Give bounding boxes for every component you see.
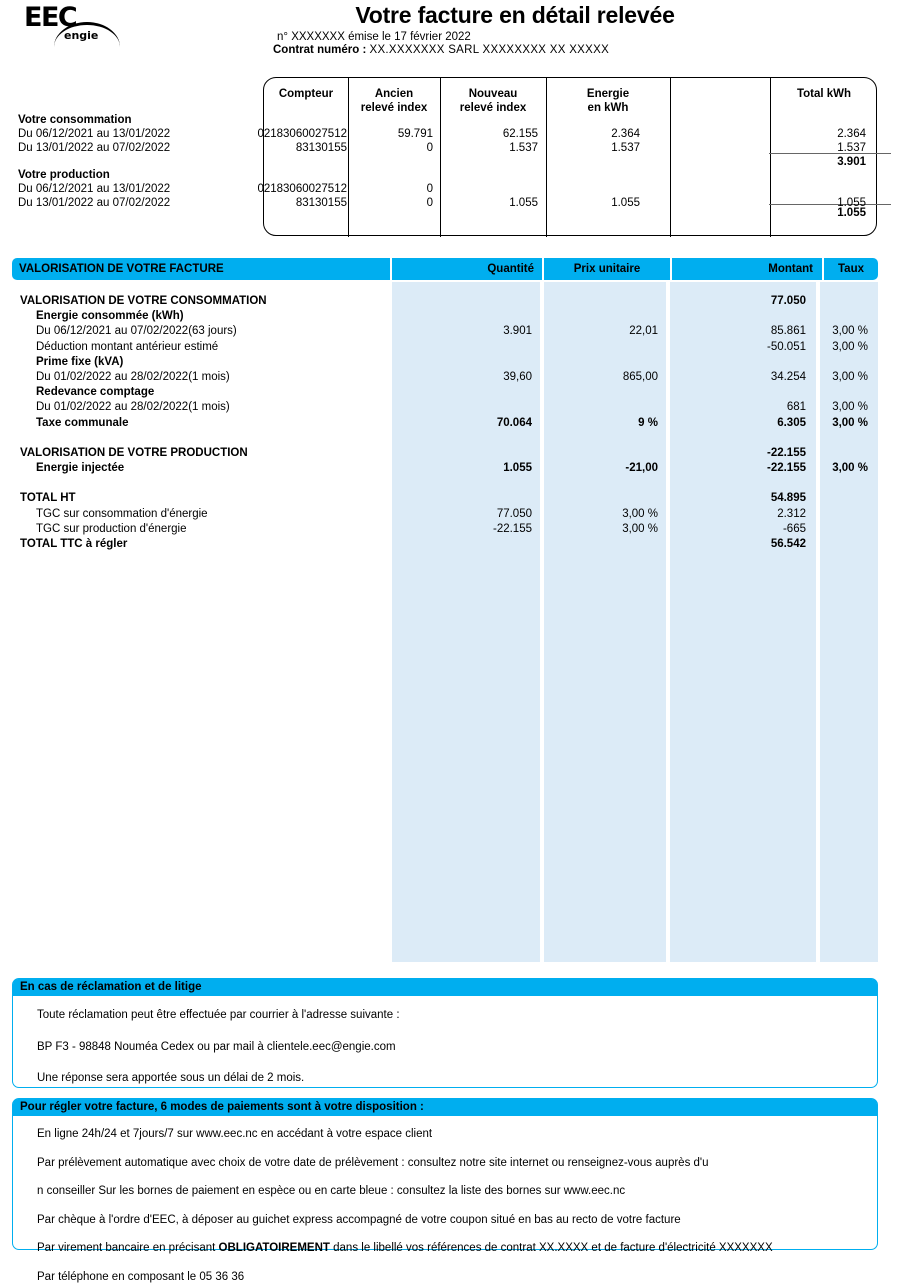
valorisation-row-quantite: 39,60 <box>392 370 532 385</box>
payment-line-cheque: Par chèque à l'ordre d'EEC, à déposer au guichet express accompagné de votre coupon situé en bas au recto de votre facture <box>13 1215 877 1227</box>
valorisation-row-label: Du 01/02/2022 au 28/02/2022(1 mois) <box>36 370 230 385</box>
valorisation-row <box>0 507 900 522</box>
payment-line-phone: Par téléphone en composant le 05 36 36 <box>13 1272 877 1283</box>
valorisation-row-montant: 34.254 <box>670 370 806 385</box>
invoice-number-line: n° XXXXXXX émise le 17 février 2022 <box>265 31 765 43</box>
meter-col-energie-line2: en kWh <box>588 102 629 114</box>
consumption-period-2: Du 13/01/2022 au 07/02/2022 <box>18 141 170 155</box>
meter-col-total-kwh: Total kWh <box>770 87 878 101</box>
valorisation-row-prix-unitaire: 9 % <box>544 416 658 431</box>
valorisation-row-taux: 3,00 % <box>820 324 868 339</box>
claims-line-1: Toute réclamation peut être effectuée par courrier à l'adresse suivante : <box>13 1010 877 1022</box>
meter-col-nouveau-index <box>440 87 546 115</box>
valorisation-row-label: Energie injectée <box>36 461 124 476</box>
valorisation-row-quantite: 1.055 <box>392 461 532 476</box>
consumption-period-1: Du 06/12/2021 au 13/01/2022 <box>18 127 170 141</box>
production-compteur-1: 02183060027512 <box>255 182 347 196</box>
valorisation-row-prix-unitaire: 3,00 % <box>544 507 658 522</box>
valorisation-table-header <box>12 258 878 280</box>
claims-line-3: Une réponse sera apportée sous un délai de 2 mois. <box>13 1073 877 1085</box>
valorisation-header-montant: Montant <box>672 258 822 280</box>
valorisation-row-taux: 3,00 % <box>820 461 868 476</box>
transfer-part-2: dans le libellé vos références de contrat <box>333 1242 536 1254</box>
valorisation-row <box>0 431 900 446</box>
production-period-1: Du 06/12/2021 au 13/01/2022 <box>18 182 170 196</box>
valorisation-row-list <box>0 294 900 552</box>
production-subtotal-value: 1.055 <box>770 206 866 220</box>
valorisation-row-montant: -22.155 <box>670 446 806 461</box>
production-energie-2: 1.055 <box>548 196 640 210</box>
valorisation-row <box>0 309 900 324</box>
meter-col-energie <box>546 87 670 115</box>
meter-divider-4 <box>670 78 671 237</box>
valorisation-row-montant: 77.050 <box>670 294 806 309</box>
valorisation-row-montant: -665 <box>670 522 806 537</box>
valorisation-row-prix-unitaire: 22,01 <box>544 324 658 339</box>
contract-label: Contrat numéro : <box>273 44 366 56</box>
valorisation-row-taux: 3,00 % <box>820 416 868 431</box>
valorisation-row-taux: 3,00 % <box>820 370 868 385</box>
transfer-part-1: Par virement bancaire en précisant <box>37 1242 215 1254</box>
valorisation-row-label: Taxe communale <box>36 416 128 431</box>
transfer-contract-ref: XX.XXXX <box>539 1242 588 1254</box>
valorisation-row-taux: 3,00 % <box>820 340 868 355</box>
valorisation-row-montant: 681 <box>670 400 806 415</box>
valorisation-row-montant: 2.312 <box>670 507 806 522</box>
valorisation-row-montant: 54.895 <box>670 491 806 506</box>
valorisation-header-quantite: Quantité <box>392 258 542 280</box>
valorisation-row-quantite: 77.050 <box>392 507 532 522</box>
logo-engie-text: engie <box>64 30 98 41</box>
valorisation-row <box>0 294 900 309</box>
consumption-ancien-1: 59.791 <box>350 127 433 141</box>
meter-col-energie-line1: Energie <box>587 88 629 100</box>
contract-number-line <box>265 44 765 56</box>
logo-eec-text: EEC <box>24 4 76 31</box>
valorisation-row <box>0 324 900 339</box>
valorisation-header-taux: Taux <box>824 258 878 280</box>
valorisation-row-label: Du 06/12/2021 au 07/02/2022(63 jours) <box>36 324 237 339</box>
valorisation-row-quantite: 70.064 <box>392 416 532 431</box>
valorisation-row-label: Déduction montant antérieur estimé <box>36 340 218 355</box>
valorisation-row-label: Redevance comptage <box>36 385 154 400</box>
meter-col-compteur: Compteur <box>264 87 348 101</box>
valorisation-row-label: Energie consommée (kWh) <box>36 309 184 324</box>
claims-line-2: BP F3 - 98848 Nouméa Cedex ou par mail à clientele.eec@engie.com <box>13 1042 877 1054</box>
payment-line-direct-debit: Par prélèvement automatique avec choix de votre date de prélèvement : consultez notre site internet ou renseignez-vous auprès d'u <box>13 1158 877 1170</box>
claims-section-title: En cas de réclamation et de litige <box>13 979 877 996</box>
valorisation-row-label: Prime fixe (kVA) <box>36 355 123 370</box>
payment-methods-section <box>12 1098 878 1250</box>
valorisation-row-montant: 6.305 <box>670 416 806 431</box>
valorisation-row-label: TGC sur consommation d'énergie <box>36 507 208 522</box>
valorisation-row-prix-unitaire: 3,00 % <box>544 522 658 537</box>
production-period-2: Du 13/01/2022 au 07/02/2022 <box>18 196 170 210</box>
transfer-invoice-ref: XXXXXXX <box>719 1242 773 1254</box>
consumption-total-1: 2.364 <box>770 127 866 141</box>
valorisation-row <box>0 400 900 415</box>
consumption-subtotal-value: 3.901 <box>770 155 866 169</box>
valorisation-row <box>0 385 900 400</box>
valorisation-row-label: Du 01/02/2022 au 28/02/2022(1 mois) <box>36 400 230 415</box>
production-period-group <box>18 168 170 211</box>
valorisation-row-montant: 85.861 <box>670 324 806 339</box>
meter-col-ancien-index <box>348 87 440 115</box>
eec-engie-logo <box>18 4 123 46</box>
valorisation-row-quantite: -22.155 <box>392 522 532 537</box>
consumption-period-group <box>18 113 170 156</box>
valorisation-row-taux: 3,00 % <box>820 400 868 415</box>
valorisation-row <box>0 416 900 431</box>
valorisation-row <box>0 340 900 355</box>
consumption-energie-1: 2.364 <box>548 127 640 141</box>
meter-col-nouveau-line2: relevé index <box>460 102 526 114</box>
valorisation-row-montant: -22.155 <box>670 461 806 476</box>
consumption-group-title: Votre consommation <box>18 113 170 127</box>
valorisation-row-montant: 56.542 <box>670 537 806 552</box>
valorisation-row-label: VALORISATION DE VOTRE PRODUCTION <box>20 446 248 461</box>
valorisation-row-label: TGC sur production d'énergie <box>36 522 187 537</box>
document-header <box>265 2 765 56</box>
consumption-compteur-2: 83130155 <box>255 141 347 155</box>
payment-line-terminals: n conseiller Sur les bornes de paiement en espèce ou en carte bleue : consultez la liste des bornes sur www.eec.nc <box>13 1186 877 1198</box>
consumption-ancien-2: 0 <box>350 141 433 155</box>
valorisation-row-label: TOTAL TTC à régler <box>20 537 127 552</box>
payment-line-bank-transfer <box>13 1243 877 1255</box>
consumption-energie-2: 1.537 <box>548 141 640 155</box>
valorisation-row <box>0 522 900 537</box>
valorisation-row <box>0 446 900 461</box>
valorisation-row-quantite: 3.901 <box>392 324 532 339</box>
transfer-emphasis: OBLIGATOIREMENT <box>219 1242 330 1254</box>
transfer-part-3: et de facture d'électricité <box>591 1242 715 1254</box>
consumption-nouveau-1: 62.155 <box>440 127 538 141</box>
production-ancien-1: 0 <box>350 182 433 196</box>
contract-value: XX.XXXXXXX SARL XXXXXXXX XX XXXXX <box>369 44 609 56</box>
valorisation-row-montant: -50.051 <box>670 340 806 355</box>
valorisation-row <box>0 491 900 506</box>
valorisation-row-prix-unitaire: 865,00 <box>544 370 658 385</box>
valorisation-header-title: VALORISATION DE VOTRE FACTURE <box>12 258 390 280</box>
valorisation-row-prix-unitaire: -21,00 <box>544 461 658 476</box>
valorisation-row <box>0 461 900 476</box>
consumption-compteur-1: 02183060027512 <box>255 127 347 141</box>
valorisation-header-prix-unitaire: Prix unitaire <box>544 258 670 280</box>
production-group-title: Votre production <box>18 168 170 182</box>
claims-section <box>12 978 878 1088</box>
valorisation-row <box>0 537 900 552</box>
production-nouveau-2: 1.055 <box>440 196 538 210</box>
payment-section-title: Pour régler votre facture, 6 modes de paiements sont à votre disposition : <box>13 1099 877 1116</box>
valorisation-row <box>0 370 900 385</box>
valorisation-row <box>0 476 900 491</box>
meter-col-ancien-line2: relevé index <box>361 102 427 114</box>
meter-col-nouveau-line1: Nouveau <box>469 88 518 100</box>
consumption-nouveau-2: 1.537 <box>440 141 538 155</box>
valorisation-row <box>0 355 900 370</box>
production-total-2: 1.055 <box>770 196 866 210</box>
production-compteur-2: 83130155 <box>255 196 347 210</box>
production-ancien-2: 0 <box>350 196 433 210</box>
meter-col-ancien-line1: Ancien <box>375 88 413 100</box>
valorisation-row-label: TOTAL HT <box>20 491 76 506</box>
page-title: Votre facture en détail relevée <box>265 2 765 28</box>
valorisation-row-label: VALORISATION DE VOTRE CONSOMMATION <box>20 294 267 309</box>
consumption-total-2: 1.537 <box>770 141 866 155</box>
payment-line-online: En ligne 24h/24 et 7jours/7 sur www.eec.nc en accédant à votre espace client <box>13 1129 877 1141</box>
